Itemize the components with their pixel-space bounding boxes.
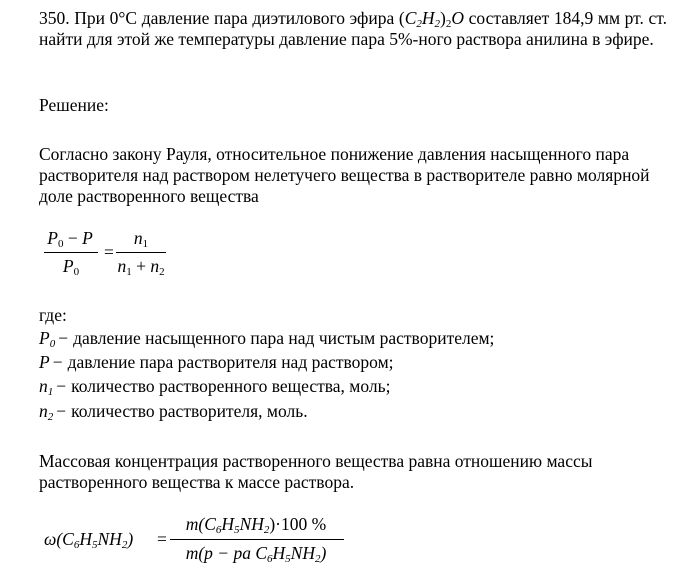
formula1-denominator: $P_0$ bbox=[62, 256, 80, 278]
definition-p: P − давление пара растворителя над раствором; bbox=[39, 352, 394, 372]
problem-text-before: При 0°С давление пара диэтилового эфира ( bbox=[74, 8, 405, 28]
problem-number: 350. bbox=[39, 8, 70, 28]
definition-n1: $n_1$ − количество растворенного вещества, моль; bbox=[39, 376, 391, 398]
formula1-right-denominator: $n_1 + n_2$ bbox=[117, 256, 165, 278]
formula1-fraction-bar-right bbox=[116, 252, 166, 253]
formula2-equals: = bbox=[157, 529, 167, 549]
formula1-right-numerator: $n_1$ bbox=[133, 228, 149, 250]
mass-concentration-paragraph: Массовая концентрация растворенного вещества равна отношению массы растворенного вещества к массе раствора. bbox=[39, 451, 593, 492]
solution-heading: Решение: bbox=[39, 95, 109, 115]
formula2-lhs: $\omega(C_6H_5NH_2)$ bbox=[44, 529, 134, 551]
where-label: где: bbox=[39, 305, 67, 325]
formula1-equals: = bbox=[104, 242, 114, 262]
formula2-denominator: m(p − pa $C_6H_5NH_2$) bbox=[185, 543, 327, 565]
definition-p0: $P_0$ − давление насыщенного пара над чистым растворителем; bbox=[39, 328, 495, 350]
ether-formula: $C_2H_2$ bbox=[404, 8, 441, 30]
formula1-numerator: $P_0 - P$ bbox=[47, 228, 93, 250]
formula2-fraction-bar bbox=[170, 539, 344, 540]
definition-n2: $n_2$ − количество растворителя, моль. bbox=[39, 401, 308, 423]
formula2-numerator: $m(C_6H_5NH_2)\cdot 100$ % bbox=[185, 514, 327, 536]
problem-statement: 350. При 0°С давление пара диэтилового эфира $(C_2H_2)_2O$ составляет 184,9 мм рт. ст. найти для этой же температуры давление пара 5%-ного раствора анилина в эфире. bbox=[39, 8, 667, 49]
problem-text-after: составляет 184,9 мм рт. ст. найти для этой же температуры давление пара 5%-ного раствора анилина в эфире. bbox=[39, 8, 667, 49]
formula1-fraction-bar-left bbox=[44, 252, 98, 253]
raoult-paragraph: Согласно закону Рауля, относительное понижение давления насыщенного пара растворителя над раствором нелетучего вещества в растворителе равно молярной доле растворенного вещества bbox=[39, 144, 650, 206]
